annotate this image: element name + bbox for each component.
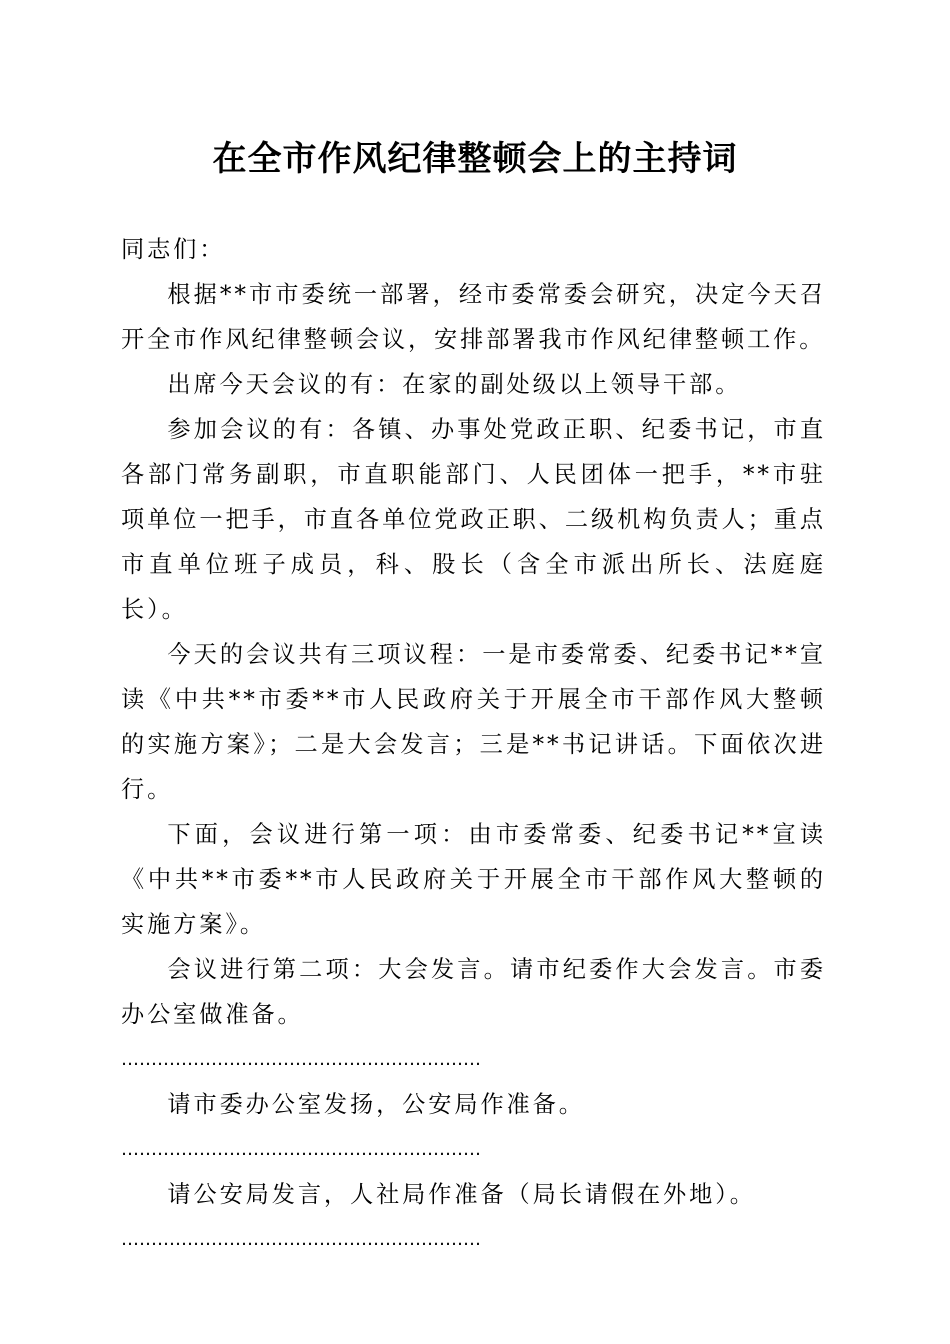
ellipsis-divider: ……………………………………………………: [121, 1049, 481, 1070]
salutation: 同志们：: [121, 236, 226, 263]
paragraph-item-one: 下面，会议进行第一项：由市委常委、纪委书记**宣读《中共**市委**市人民政府关于开展全市干部作风大整顿的实施方案》。: [121, 821, 826, 938]
paragraph-participants: 参加会议的有：各镇、办事处党政正职、纪委书记，市直各部门常务副职，市直职能部门、人民团体一把手，**市驻项单位一把手，市直各单位党政正职、二级机构负责人；重点市直单位班子成员，科、股长（含全市派出所长、法庭庭长）。: [121, 416, 826, 623]
document-body: [121, 227, 826, 1262]
document-title: 在全市作风纪律整顿会上的主持词: [212, 139, 738, 179]
paragraph-agenda: 今天的会议共有三项议程：一是市委常委、纪委书记**宣读《中共**市委**市人民政府关于开展全市干部作风大整顿的实施方案》；二是大会发言；三是**书记讲话。下面依次进行。: [121, 641, 826, 803]
paragraph-item-two: 会议进行第二项：大会发言。请市纪委作大会发言。市委办公室做准备。: [121, 956, 826, 1028]
ellipsis-divider: ……………………………………………………: [121, 1139, 481, 1160]
paragraph-deployment: 根据**市市委统一部署，经市委常委会研究，决定今天召开全市作风纪律整顿会议，安排部署我市作风纪律整顿工作。: [121, 281, 826, 353]
ellipsis-divider: ……………………………………………………: [121, 1229, 481, 1250]
paragraph-attendees-present: 出席今天会议的有：在家的副处级以上领导干部。: [167, 371, 742, 398]
paragraph-next-speaker-1: 请市委办公室发扬，公安局作准备。: [167, 1091, 585, 1118]
paragraph-next-speaker-2: 请公安局发言，人社局作准备（局长请假在外地）。: [167, 1181, 756, 1208]
